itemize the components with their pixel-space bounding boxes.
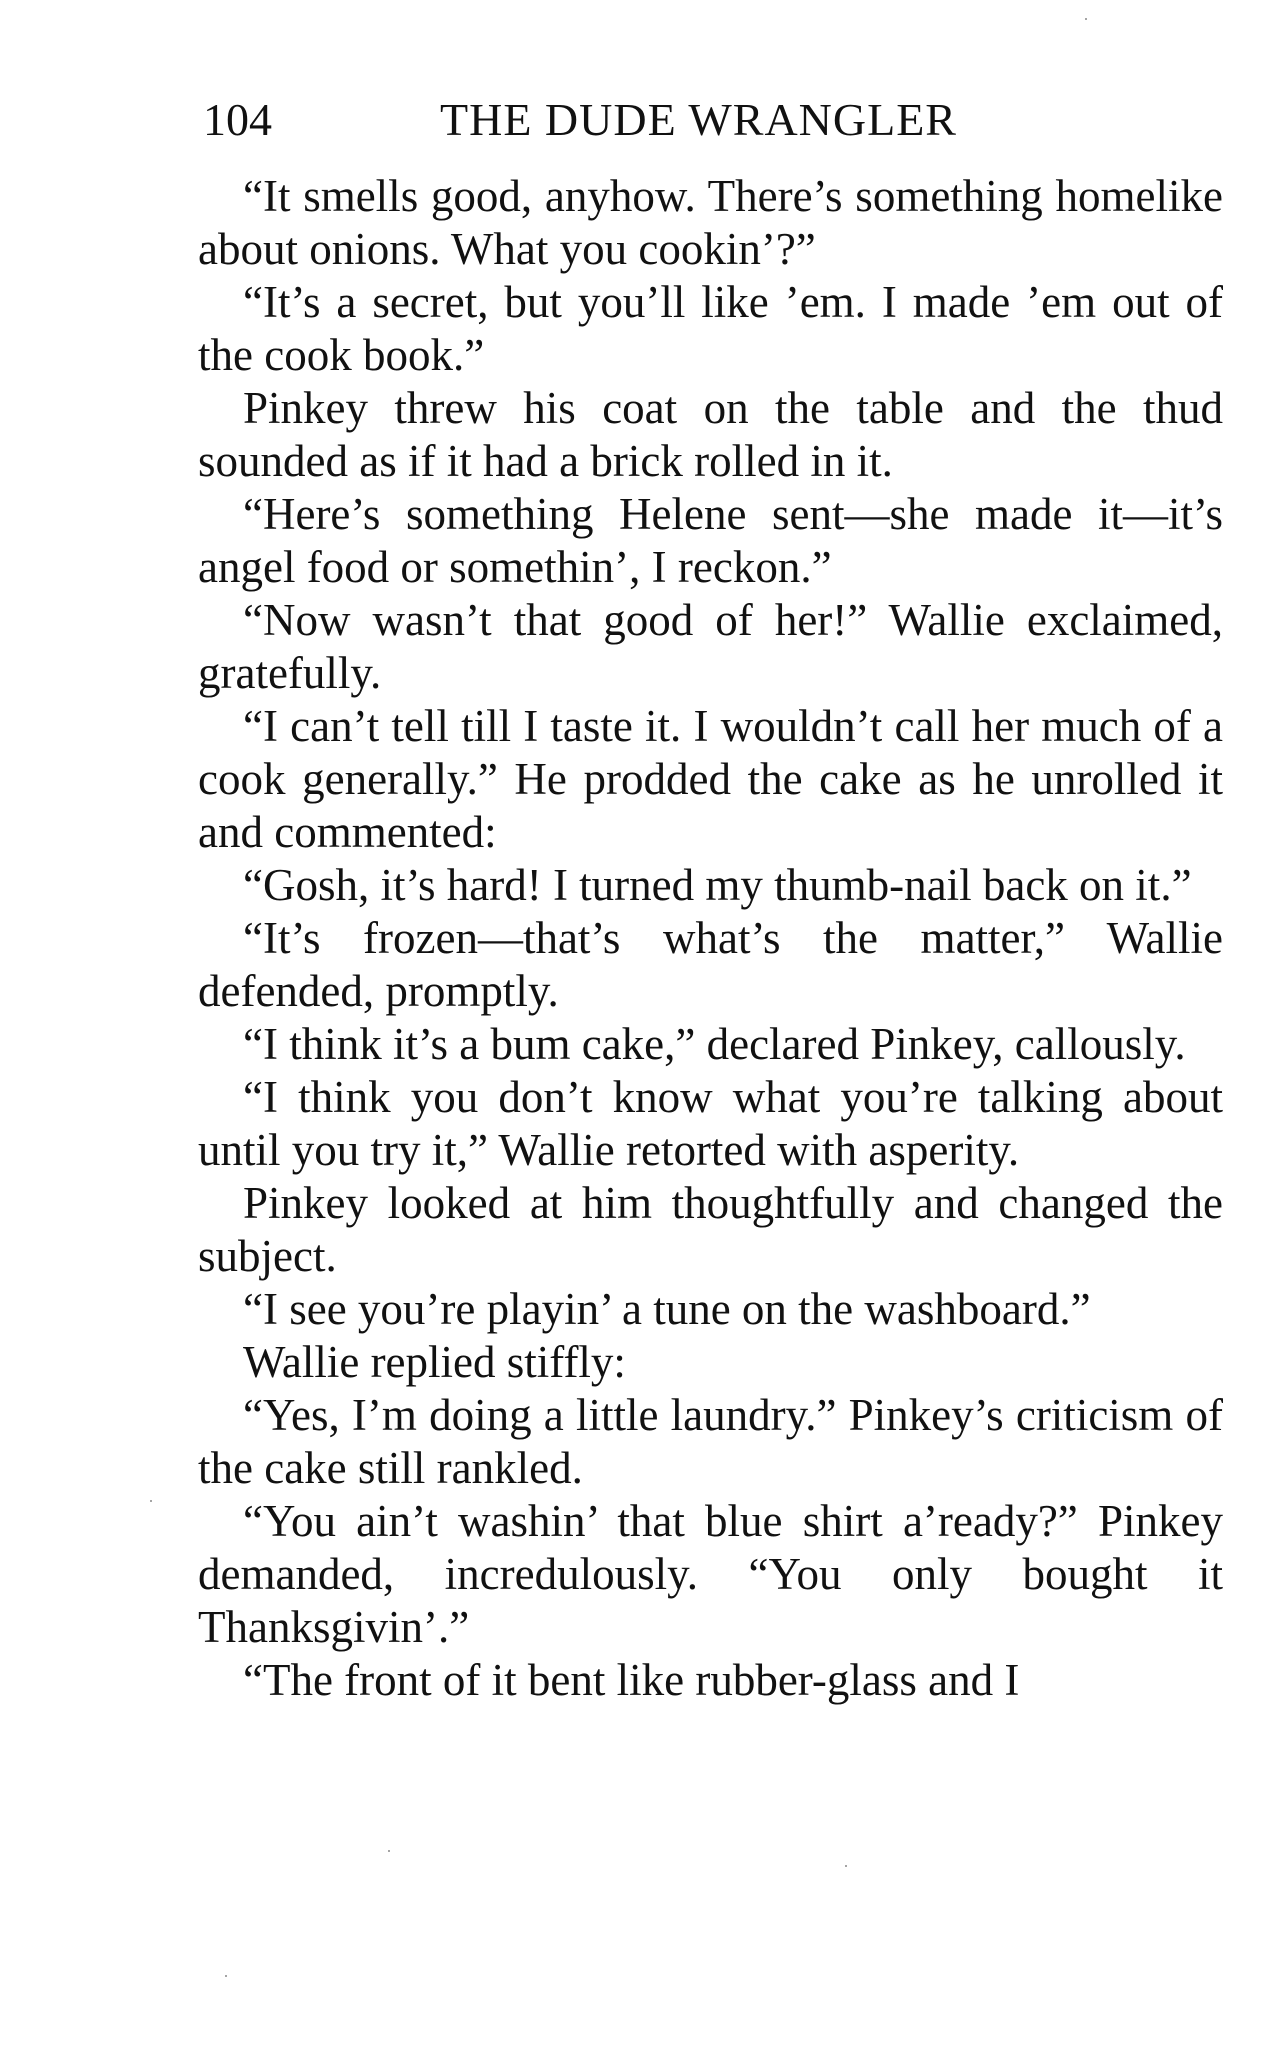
- paragraph: “Now wasn’t that good of her!” Wallie exclaimed, gratefully.: [198, 595, 1223, 698]
- paragraph: “I think it’s a bum cake,” declared Pinkey, callously.: [243, 1019, 1186, 1069]
- paragraph: “Here’s something Helene sent—she made it—it’s angel food or somethin’, I reckon.”: [198, 489, 1223, 592]
- paragraph: Pinkey threw his coat on the table and the thud sounded as if it had a brick rolled in it.: [198, 383, 1223, 486]
- paragraph: “I can’t tell till I taste it. I wouldn’t call her much of a cook generally.” He prodded the cake as he unrolled it and commented:: [198, 701, 1223, 857]
- paragraph: “The front of it bent like rubber-glass and I: [243, 1655, 1020, 1705]
- paragraph: Wallie replied stiffly:: [243, 1337, 626, 1387]
- paragraph: Pinkey looked at him thoughtfully and changed the subject.: [198, 1178, 1223, 1281]
- paragraph: “I see you’re playin’ a tune on the washboard.”: [243, 1284, 1091, 1334]
- page-header: [203, 90, 1243, 150]
- paragraph: “It’s frozen—that’s what’s the matter,” Wallie defended, promptly.: [198, 913, 1223, 1016]
- paper-speck: [1085, 18, 1087, 20]
- paragraph: “I think you don’t know what you’re talking about until you try it,” Wallie retorted with asperity.: [198, 1072, 1223, 1175]
- running-head: THE DUDE WRANGLER: [440, 94, 957, 145]
- paper-speck: [388, 1850, 390, 1852]
- paragraph: “It’s a secret, but you’ll like ’em. I made ’em out of the cook book.”: [198, 277, 1223, 380]
- paragraph: “It smells good, anyhow. There’s something homelike about onions. What you cookin’?”: [198, 171, 1223, 274]
- paragraph: “Yes, I’m doing a little laundry.” Pinkey’s criticism of the cake still rankled.: [198, 1390, 1223, 1493]
- paper-speck: [225, 1975, 227, 1977]
- paragraph: “You ain’t washin’ that blue shirt a’ready?” Pinkey demanded, incredulously. “You only bought it Thanksgivin’.”: [198, 1496, 1223, 1652]
- paragraph: “Gosh, it’s hard! I turned my thumb-nail back on it.”: [243, 860, 1192, 910]
- paper-speck: [150, 1500, 152, 1502]
- body-text: [198, 170, 1223, 1707]
- page-number: 104: [203, 94, 272, 145]
- paper-speck: [845, 1865, 847, 1867]
